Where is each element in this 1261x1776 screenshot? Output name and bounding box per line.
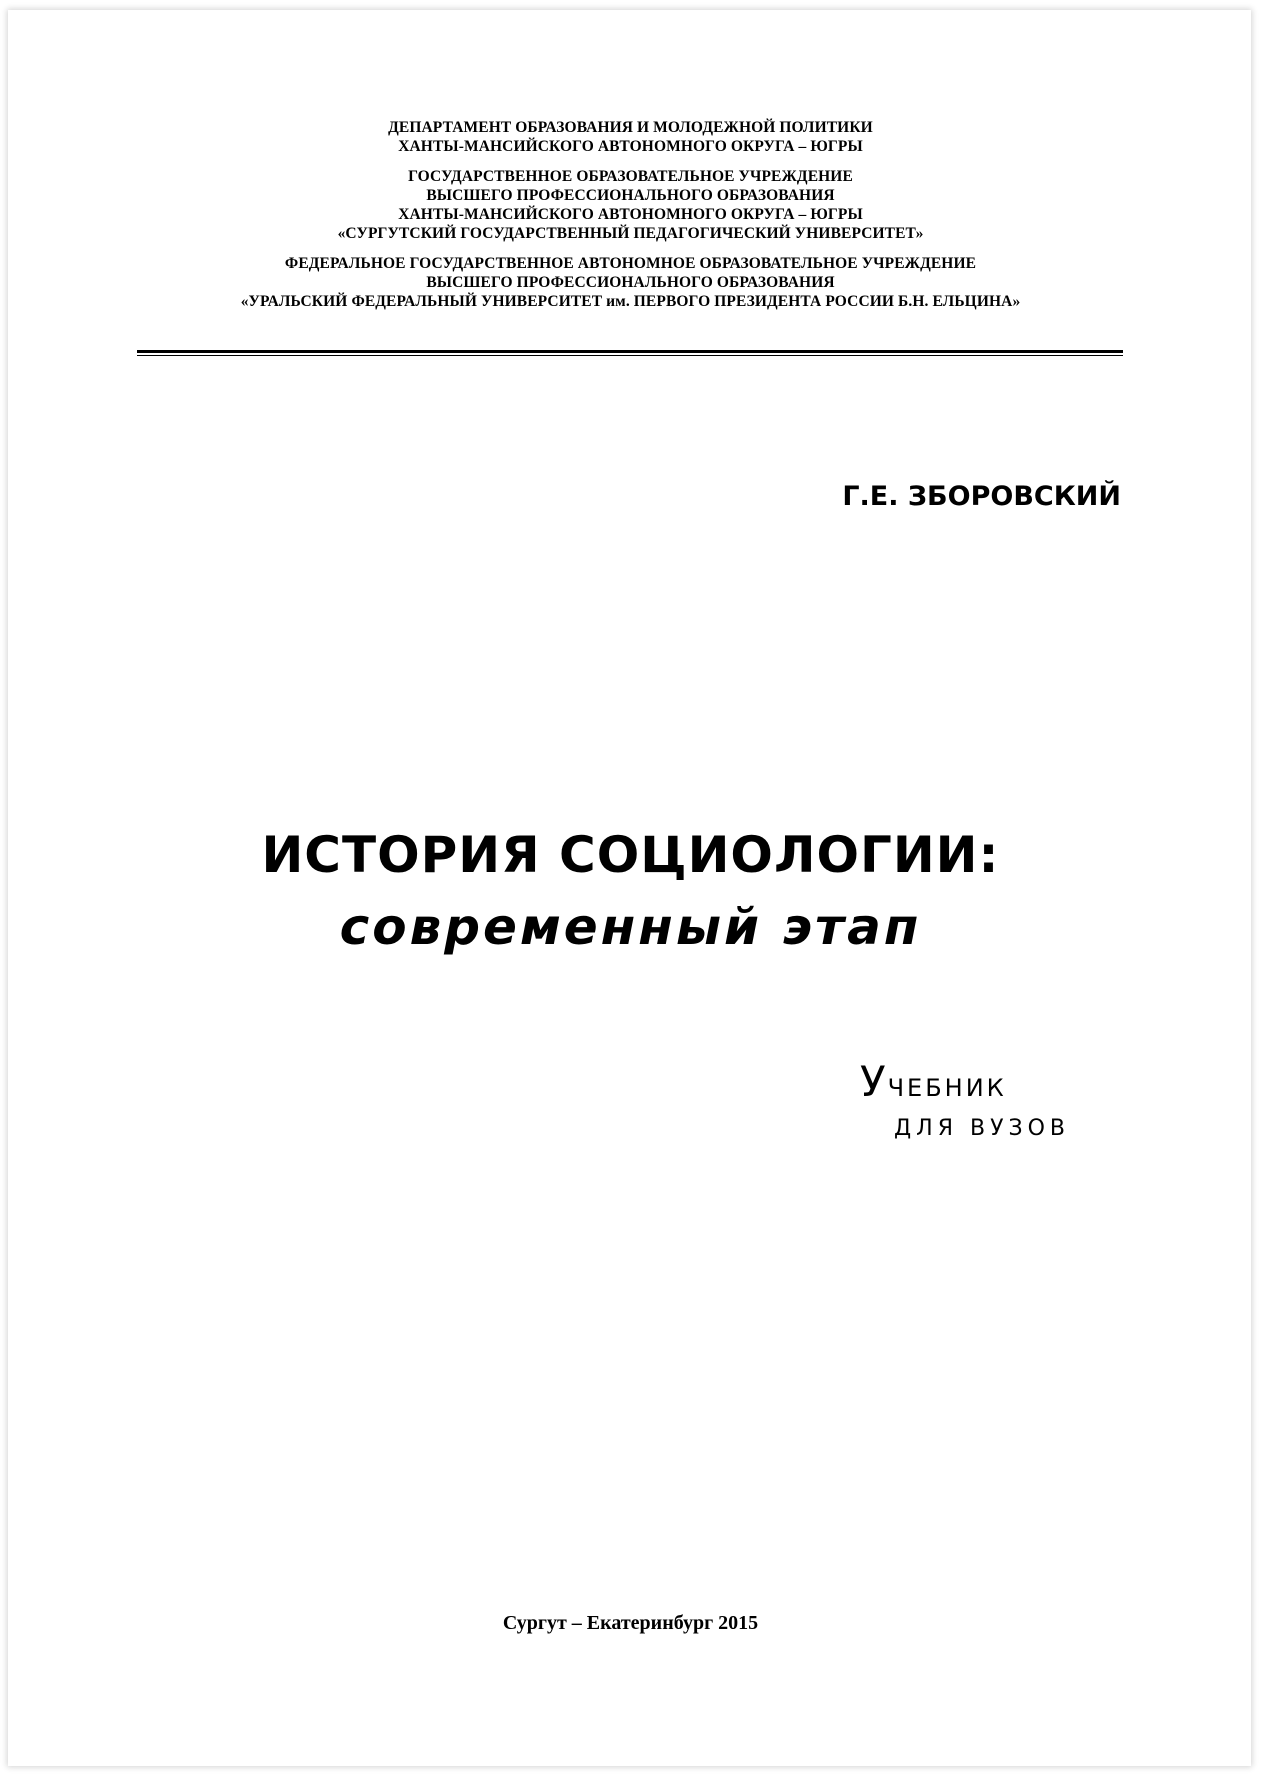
- publication-place-year: Сургут – Екатеринбург 2015: [502, 1612, 759, 1634]
- header-line: ХАНТЫ-МАНСИЙСКОГО АВТОНОМНОГО ОКРУГА – ЮГРЫ: [398, 206, 863, 223]
- book-type-line1: [860, 1057, 1060, 1108]
- header-line: ГОСУДАРСТВЕННОЕ ОБРАЗОВАТЕЛЬНОЕ УЧРЕЖДЕНИЕ: [408, 168, 853, 185]
- header-line: ХАНТЫ-МАНСИЙСКОГО АВТОНОМНОГО ОКРУГА – ЮГРЫ: [398, 138, 863, 155]
- header-line: «СУРГУТСКИЙ ГОСУДАРСТВЕННЫЙ ПЕДАГОГИЧЕСКИЙ УНИВЕРСИТЕТ»: [337, 225, 924, 242]
- header-line: ВЫСШЕГО ПРОФЕССИОНАЛЬНОГО ОБРАЗОВАНИЯ: [426, 187, 835, 204]
- header-divider-thick: [137, 350, 1123, 353]
- book-type-initial: У: [860, 1057, 888, 1106]
- institution-header: [0, 118, 1261, 311]
- header-block-department: [0, 118, 1261, 156]
- header-line: «УРАЛЬСКИЙ ФЕДЕРАЛЬНЫЙ УНИВЕРСИТЕТ им. ПЕРВОГО ПРЕЗИДЕНТА РОССИИ Б.Н. ЕЛЬЦИНА»: [240, 293, 1021, 310]
- header-block-surgut-university: [0, 167, 1261, 243]
- header-line: ВЫСШЕГО ПРОФЕССИОНАЛЬНОГО ОБРАЗОВАНИЯ: [426, 274, 835, 291]
- book-title: ИСТОРИЯ СОЦИОЛОГИИ:: [261, 826, 1000, 884]
- header-divider-thin: [137, 355, 1123, 356]
- header-line: ДЕПАРТАМЕНТ ОБРАЗОВАНИЯ И МОЛОДЕЖНОЙ ПОЛИТИКИ: [388, 119, 873, 136]
- author-name: Г.Е. ЗБОРОВСКИЙ: [842, 481, 1121, 512]
- header-line: ФЕДЕРАЛЬНОЕ ГОСУДАРСТВЕННОЕ АВТОНОМНОЕ ОБРАЗОВАТЕЛЬНОЕ УЧРЕЖДЕНИЕ: [284, 255, 977, 272]
- book-type-rest: ЧЕБНИК: [887, 1074, 1007, 1102]
- header-block-ural-university: [0, 254, 1261, 311]
- book-type-line2: ДЛЯ ВУЗОВ: [893, 1116, 1070, 1141]
- book-subtitle: современный этап: [339, 898, 922, 956]
